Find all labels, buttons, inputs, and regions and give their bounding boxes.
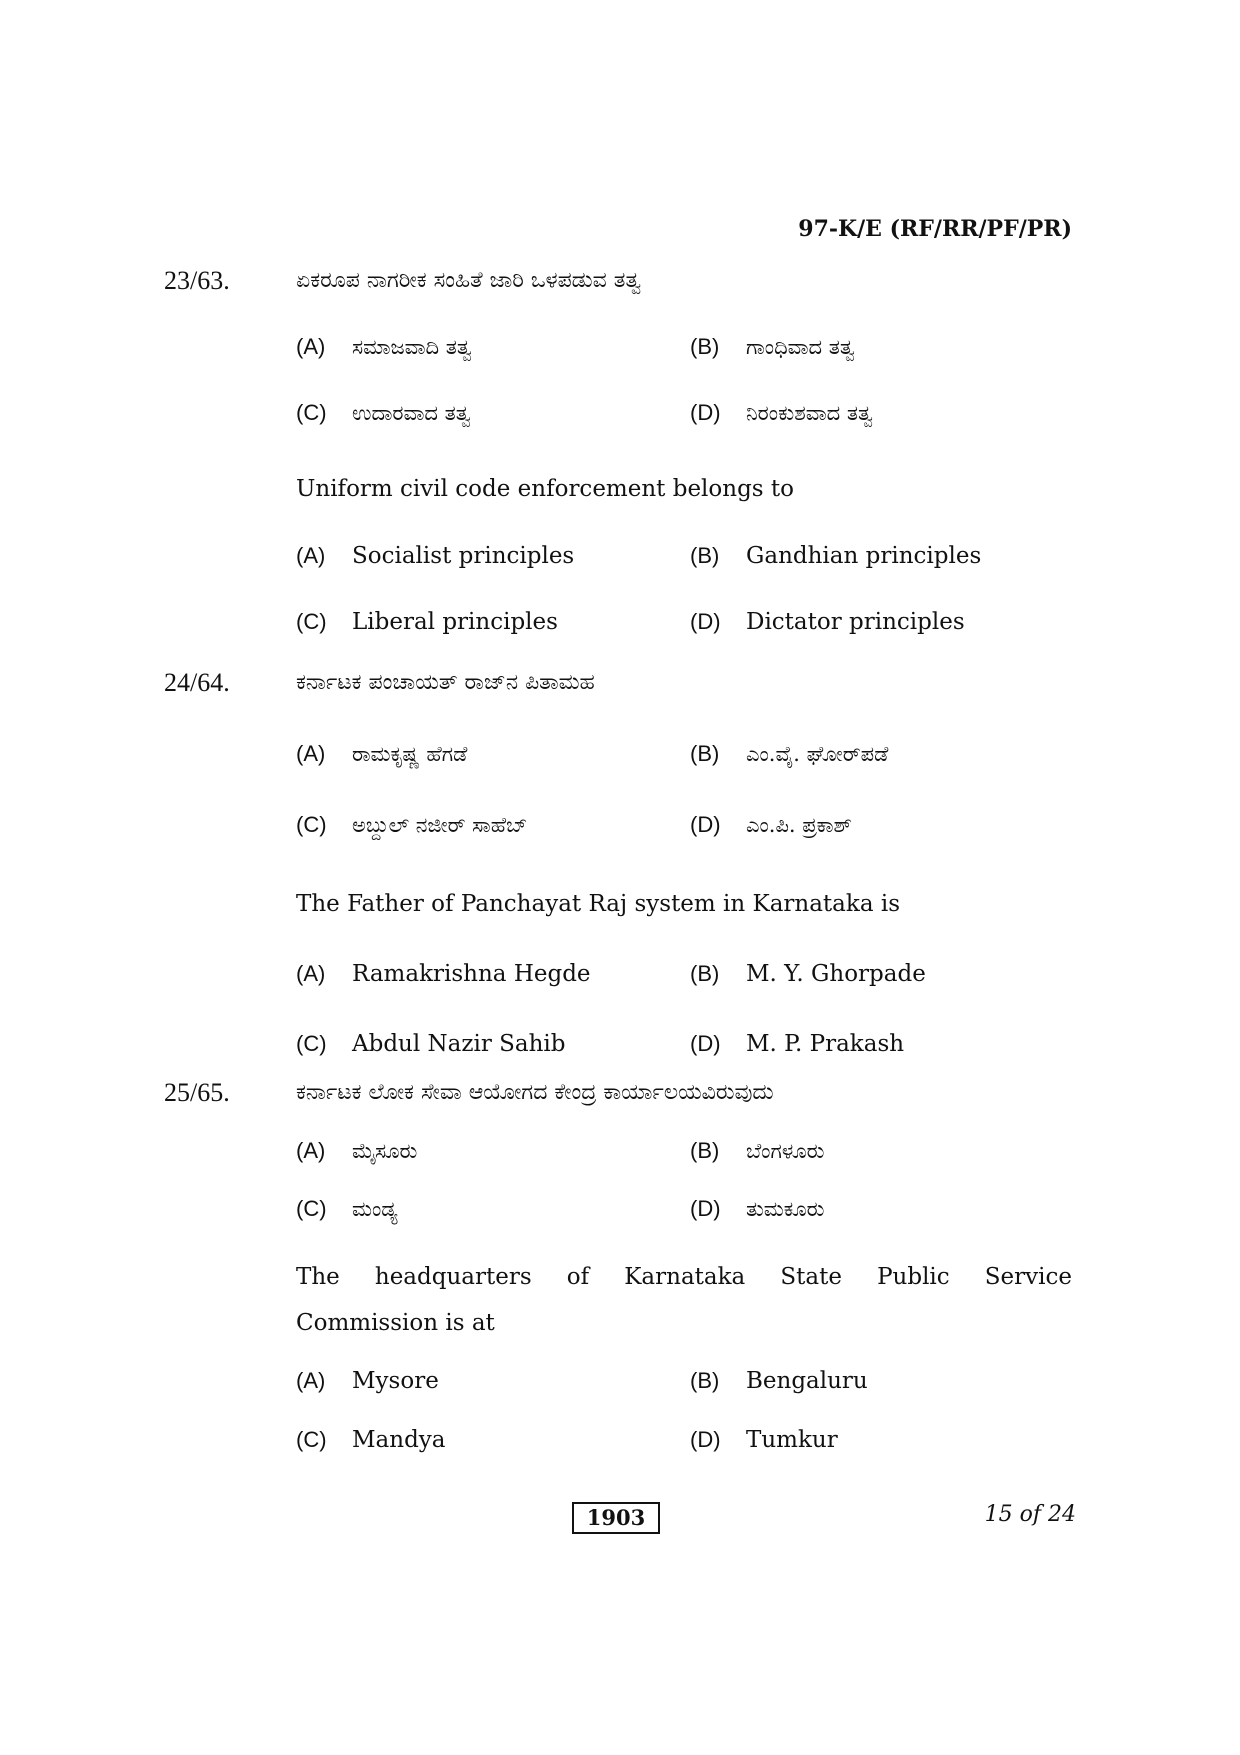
option-text: Gandhian principles: [746, 543, 982, 569]
option-c-english: [296, 1031, 566, 1057]
option-letter: (D): [690, 812, 721, 837]
option-text: ತುಮಕೂರು: [746, 1197, 825, 1221]
option-letter: (A): [296, 1368, 326, 1393]
option-b-kannada: [690, 334, 855, 360]
option-letter: (D): [690, 609, 721, 634]
option-letter: (C): [296, 1031, 327, 1056]
option-text: Liberal principles: [352, 609, 558, 635]
option-a-kannada: [296, 741, 467, 767]
option-b-english: [690, 543, 981, 569]
option-letter: (D): [690, 400, 721, 425]
option-text: Socialist principles: [352, 543, 575, 569]
option-d-kannada: [690, 1196, 824, 1222]
option-text: ನಿರಂಕುಶವಾದ ತತ್ವ: [746, 401, 873, 425]
question-text-english: Uniform civil code enforcement belongs to: [296, 476, 794, 502]
option-a-english: [296, 543, 574, 569]
option-c-kannada: [296, 1196, 398, 1222]
option-text: ಎಂ.ವೈ. ಘೋರ್‌ಪಡೆ: [746, 742, 889, 766]
option-d-kannada: [690, 812, 852, 838]
question-number: 23/63.: [164, 266, 230, 295]
option-a-english: [296, 1368, 439, 1394]
question-number: 25/65.: [164, 1078, 230, 1107]
option-c-kannada: [296, 400, 471, 426]
question-text-english: The Father of Panchayat Raj system in Karnataka is: [296, 891, 901, 917]
question-text-english-continued: Commission is at: [296, 1310, 495, 1336]
question-text-kannada: ಕರ್ನಾಟಕ ಪಂಚಾಯತ್ ರಾಜ್‌ನ ಪಿತಾಮಹ: [296, 670, 595, 695]
option-b-english: [690, 1368, 868, 1394]
option-letter: (C): [296, 1427, 327, 1452]
option-text: ಬೆಂಗಳೂರು: [746, 1139, 825, 1163]
question-text-english: The headquarters of Karnataka State Public Service: [296, 1264, 1072, 1290]
option-text: ಸಮಾಜವಾದಿ ತತ್ವ: [352, 335, 472, 359]
option-text: Abdul Nazir Sahib: [352, 1031, 566, 1057]
option-a-english: [296, 961, 591, 987]
option-text: ಮೈಸೂರು: [352, 1139, 418, 1163]
option-text: M. P. Prakash: [746, 1031, 905, 1057]
option-letter: (D): [690, 1031, 721, 1056]
option-letter: (B): [690, 543, 720, 568]
option-text: ಗಾಂಧಿವಾದ ತತ್ವ: [746, 335, 855, 359]
option-letter: (B): [690, 1138, 720, 1163]
page-number: 15 of 24: [984, 1502, 1076, 1527]
option-letter: (B): [690, 1368, 720, 1393]
option-c-english: [296, 609, 558, 635]
option-letter: (C): [296, 609, 327, 634]
option-d-kannada: [690, 400, 873, 426]
question-number: 24/64.: [164, 668, 230, 697]
paper-code: 97-K/E (RF/RR/PF/PR): [798, 216, 1072, 242]
option-letter: (D): [690, 1427, 721, 1452]
booklet-code-box: 1903: [572, 1502, 660, 1534]
option-letter: (A): [296, 961, 326, 986]
option-letter: (A): [296, 1138, 326, 1163]
option-letter: (B): [690, 334, 720, 359]
option-c-kannada: [296, 812, 527, 838]
option-letter: (C): [296, 1196, 327, 1221]
option-text: ರಾಮಕೃಷ್ಣ ಹೆಗಡೆ: [352, 742, 468, 766]
option-letter: (C): [296, 400, 327, 425]
option-text: Mandya: [352, 1427, 446, 1453]
option-text: Bengaluru: [746, 1368, 868, 1394]
option-d-english: [690, 609, 965, 635]
option-d-english: [690, 1427, 838, 1453]
option-letter: (D): [690, 1196, 721, 1221]
option-d-english: [690, 1031, 904, 1057]
option-text: ಅಬ್ದುಲ್ ನಜೀರ್ ಸಾಹೆಬ್: [352, 813, 528, 837]
option-letter: (B): [690, 741, 720, 766]
question-text-kannada: ಏಕರೂಪ ನಾಗರೀಕ ಸಂಹಿತೆ ಜಾರಿ ಒಳಪಡುವ ತತ್ವ: [296, 268, 642, 293]
option-text: Ramakrishna Hegde: [352, 961, 591, 987]
option-b-kannada: [690, 741, 888, 767]
option-letter: (A): [296, 543, 326, 568]
question-text-kannada: ಕರ್ನಾಟಕ ಲೋಕ ಸೇವಾ ಆಯೋಗದ ಕೇಂದ್ರ ಕಾರ್ಯಾಲಯವಿರುವುದು: [296, 1080, 774, 1105]
option-a-kannada: [296, 334, 472, 360]
option-text: M. Y. Ghorpade: [746, 961, 926, 987]
option-letter: (A): [296, 334, 326, 359]
option-text: ಉದಾರವಾದ ತತ್ವ: [352, 401, 471, 425]
option-a-kannada: [296, 1138, 417, 1164]
option-letter: (A): [296, 741, 326, 766]
option-text: Mysore: [352, 1368, 439, 1394]
option-text: ಮಂಡ್ಯ: [352, 1197, 398, 1221]
option-b-kannada: [690, 1138, 824, 1164]
option-b-english: [690, 961, 926, 987]
option-letter: (B): [690, 961, 720, 986]
option-text: ಎಂ.ಪಿ. ಪ್ರಕಾಶ್: [746, 813, 852, 837]
option-text: Dictator principles: [746, 609, 965, 635]
option-c-english: [296, 1427, 446, 1453]
option-letter: (C): [296, 812, 327, 837]
option-text: Tumkur: [746, 1427, 838, 1453]
